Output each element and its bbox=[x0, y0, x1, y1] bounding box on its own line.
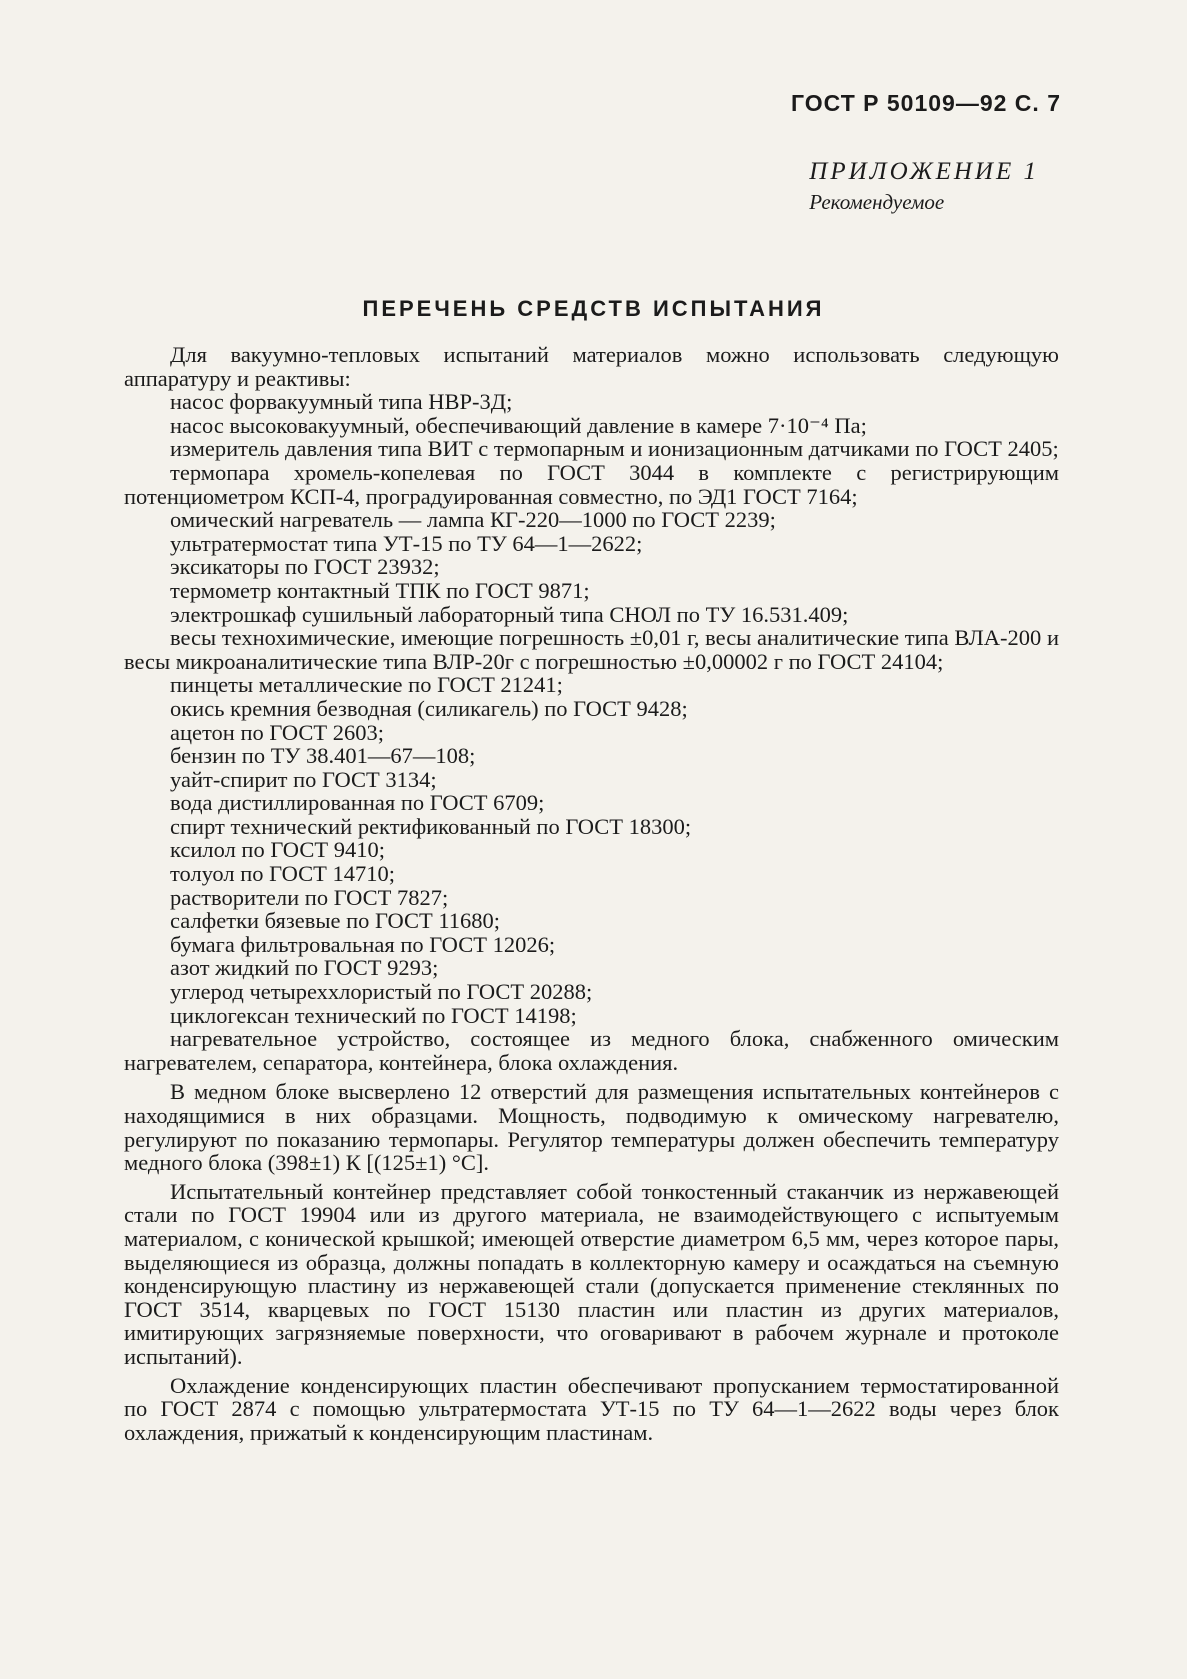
document-body bbox=[124, 343, 1059, 1444]
list-item: уайт-спирит по ГОСТ 3134; bbox=[170, 766, 437, 792]
list-item: пинцеты металлические по ГОСТ 21241; bbox=[170, 672, 563, 698]
list-item: насос форвакуумный типа НВР-3Д; bbox=[170, 389, 513, 415]
paragraph-test-container: Испытательный контейнер представляет собой тонкостенный стаканчик из нержавеющей стали по ГОСТ 19904 или из другого материала, не взаимодействующего с испытуемым материалом, с конической крышкой; имеющей отверстие диаметром 6,5 мм, через которое пары, выделяющиеся из образца, должны попадать в коллекторную камеру и осаждаться на съемную конденсирующую пластину из нержавеющей стали (допускается применение стеклянных по ГОСТ 3514, кварцевых по ГОСТ 15130 пластин или пластин из других материалов, имитирующих загрязняемые поверхности, что оговаривают в рабочем журнале и протоколе испытаний). bbox=[124, 1178, 1059, 1369]
list-item: измеритель давления типа ВИТ с термопарным и ионизационным датчиками по ГОСТ 2405; bbox=[170, 436, 1059, 462]
list-item: бензин по ТУ 38.401—67—108; bbox=[170, 743, 476, 769]
list-item: вода дистиллированная по ГОСТ 6709; bbox=[170, 790, 545, 816]
list-item: ксилол по ГОСТ 9410; bbox=[170, 837, 385, 863]
equipment-list bbox=[124, 390, 1059, 1074]
list-item: углерод четыреххлористый по ГОСТ 20288; bbox=[170, 979, 593, 1005]
appendix-block bbox=[809, 158, 1039, 215]
appendix-title: ПРИЛОЖЕНИЕ 1 bbox=[809, 158, 1039, 185]
list-item: нагревательное устройство, состоящее из медного блока, снабженного омическим нагревателем, сепаратора, контейнера, блока охлаждения. bbox=[124, 1026, 1059, 1075]
list-item: электрошкаф сушильный лабораторный типа СНОЛ по ТУ 16.531.409; bbox=[170, 601, 849, 627]
page-header: ГОСТ Р 50109—92 С. 7 bbox=[791, 90, 1061, 116]
intro-paragraph: Для вакуумно-тепловых испытаний материалов можно использовать следующую аппаратуру и реактивы: bbox=[124, 342, 1059, 391]
list-item: омический нагреватель — лампа КГ-220—1000 по ГОСТ 2239; bbox=[170, 507, 776, 533]
list-item: насос высоковакуумный, обеспечивающий давление в камере 7·10⁻⁴ Па; bbox=[170, 412, 867, 438]
list-item: термопара хромель-копелевая по ГОСТ 3044 в комплекте с регистрирующим потенциометром КСП-4, проградуированная совместно, по ЭД1 ГОСТ 7164; bbox=[124, 459, 1059, 509]
list-item: толуол по ГОСТ 14710; bbox=[170, 861, 395, 887]
list-item: азот жидкий по ГОСТ 9293; bbox=[170, 955, 439, 981]
list-item: весы технохимические, имеющие погрешность ±0,01 г, весы аналитические типа ВЛА-200 и весы микроаналитические типа ВЛР-20г с погрешностью ±0,00002 г по ГОСТ 24104; bbox=[124, 625, 1059, 674]
list-item: салфетки бязевые по ГОСТ 11680; bbox=[170, 908, 501, 934]
appendix-subtitle: Рекомендуемое bbox=[809, 190, 945, 214]
paragraph-cooling: Охлаждение конденсирующих пластин обеспечивают пропусканием термостатированной по ГОСТ 2874 с помощью ультратермостата УТ-15 по ТУ 64—1—2622 воды через блок охлаждения, прижатый к конденсирующим пластинам. bbox=[124, 1372, 1059, 1445]
list-item: ацетон по ГОСТ 2603; bbox=[170, 719, 384, 745]
list-item: ультратермостат типа УТ-15 по ТУ 64—1—2622; bbox=[170, 530, 643, 556]
list-item: бумага фильтровальная по ГОСТ 12026; bbox=[170, 931, 556, 957]
list-item: циклогексан технический по ГОСТ 14198; bbox=[170, 1002, 577, 1028]
list-item: эксикаторы по ГОСТ 23932; bbox=[170, 554, 440, 580]
section-title: ПЕРЕЧЕНЬ СРЕДСТВ ИСПЫТАНИЯ bbox=[362, 296, 825, 321]
list-item: термометр контактный ТПК по ГОСТ 9871; bbox=[170, 577, 590, 603]
list-item: спирт технический ректификованный по ГОСТ 18300; bbox=[170, 813, 692, 839]
paragraph-copper-block: В медном блоке высверлено 12 отверстий для размещения испытательных контейнеров с находящимися в них образцами. Мощность, подводимую к омическому нагревателю, регулируют по показанию термопары. Регулятор температуры должен обеспечить температуру медного блока (398±1) К [(125±1) °C]. bbox=[124, 1079, 1059, 1176]
list-item: растворители по ГОСТ 7827; bbox=[170, 884, 449, 910]
list-item: окись кремния безводная (силикагель) по ГОСТ 9428; bbox=[170, 695, 688, 721]
